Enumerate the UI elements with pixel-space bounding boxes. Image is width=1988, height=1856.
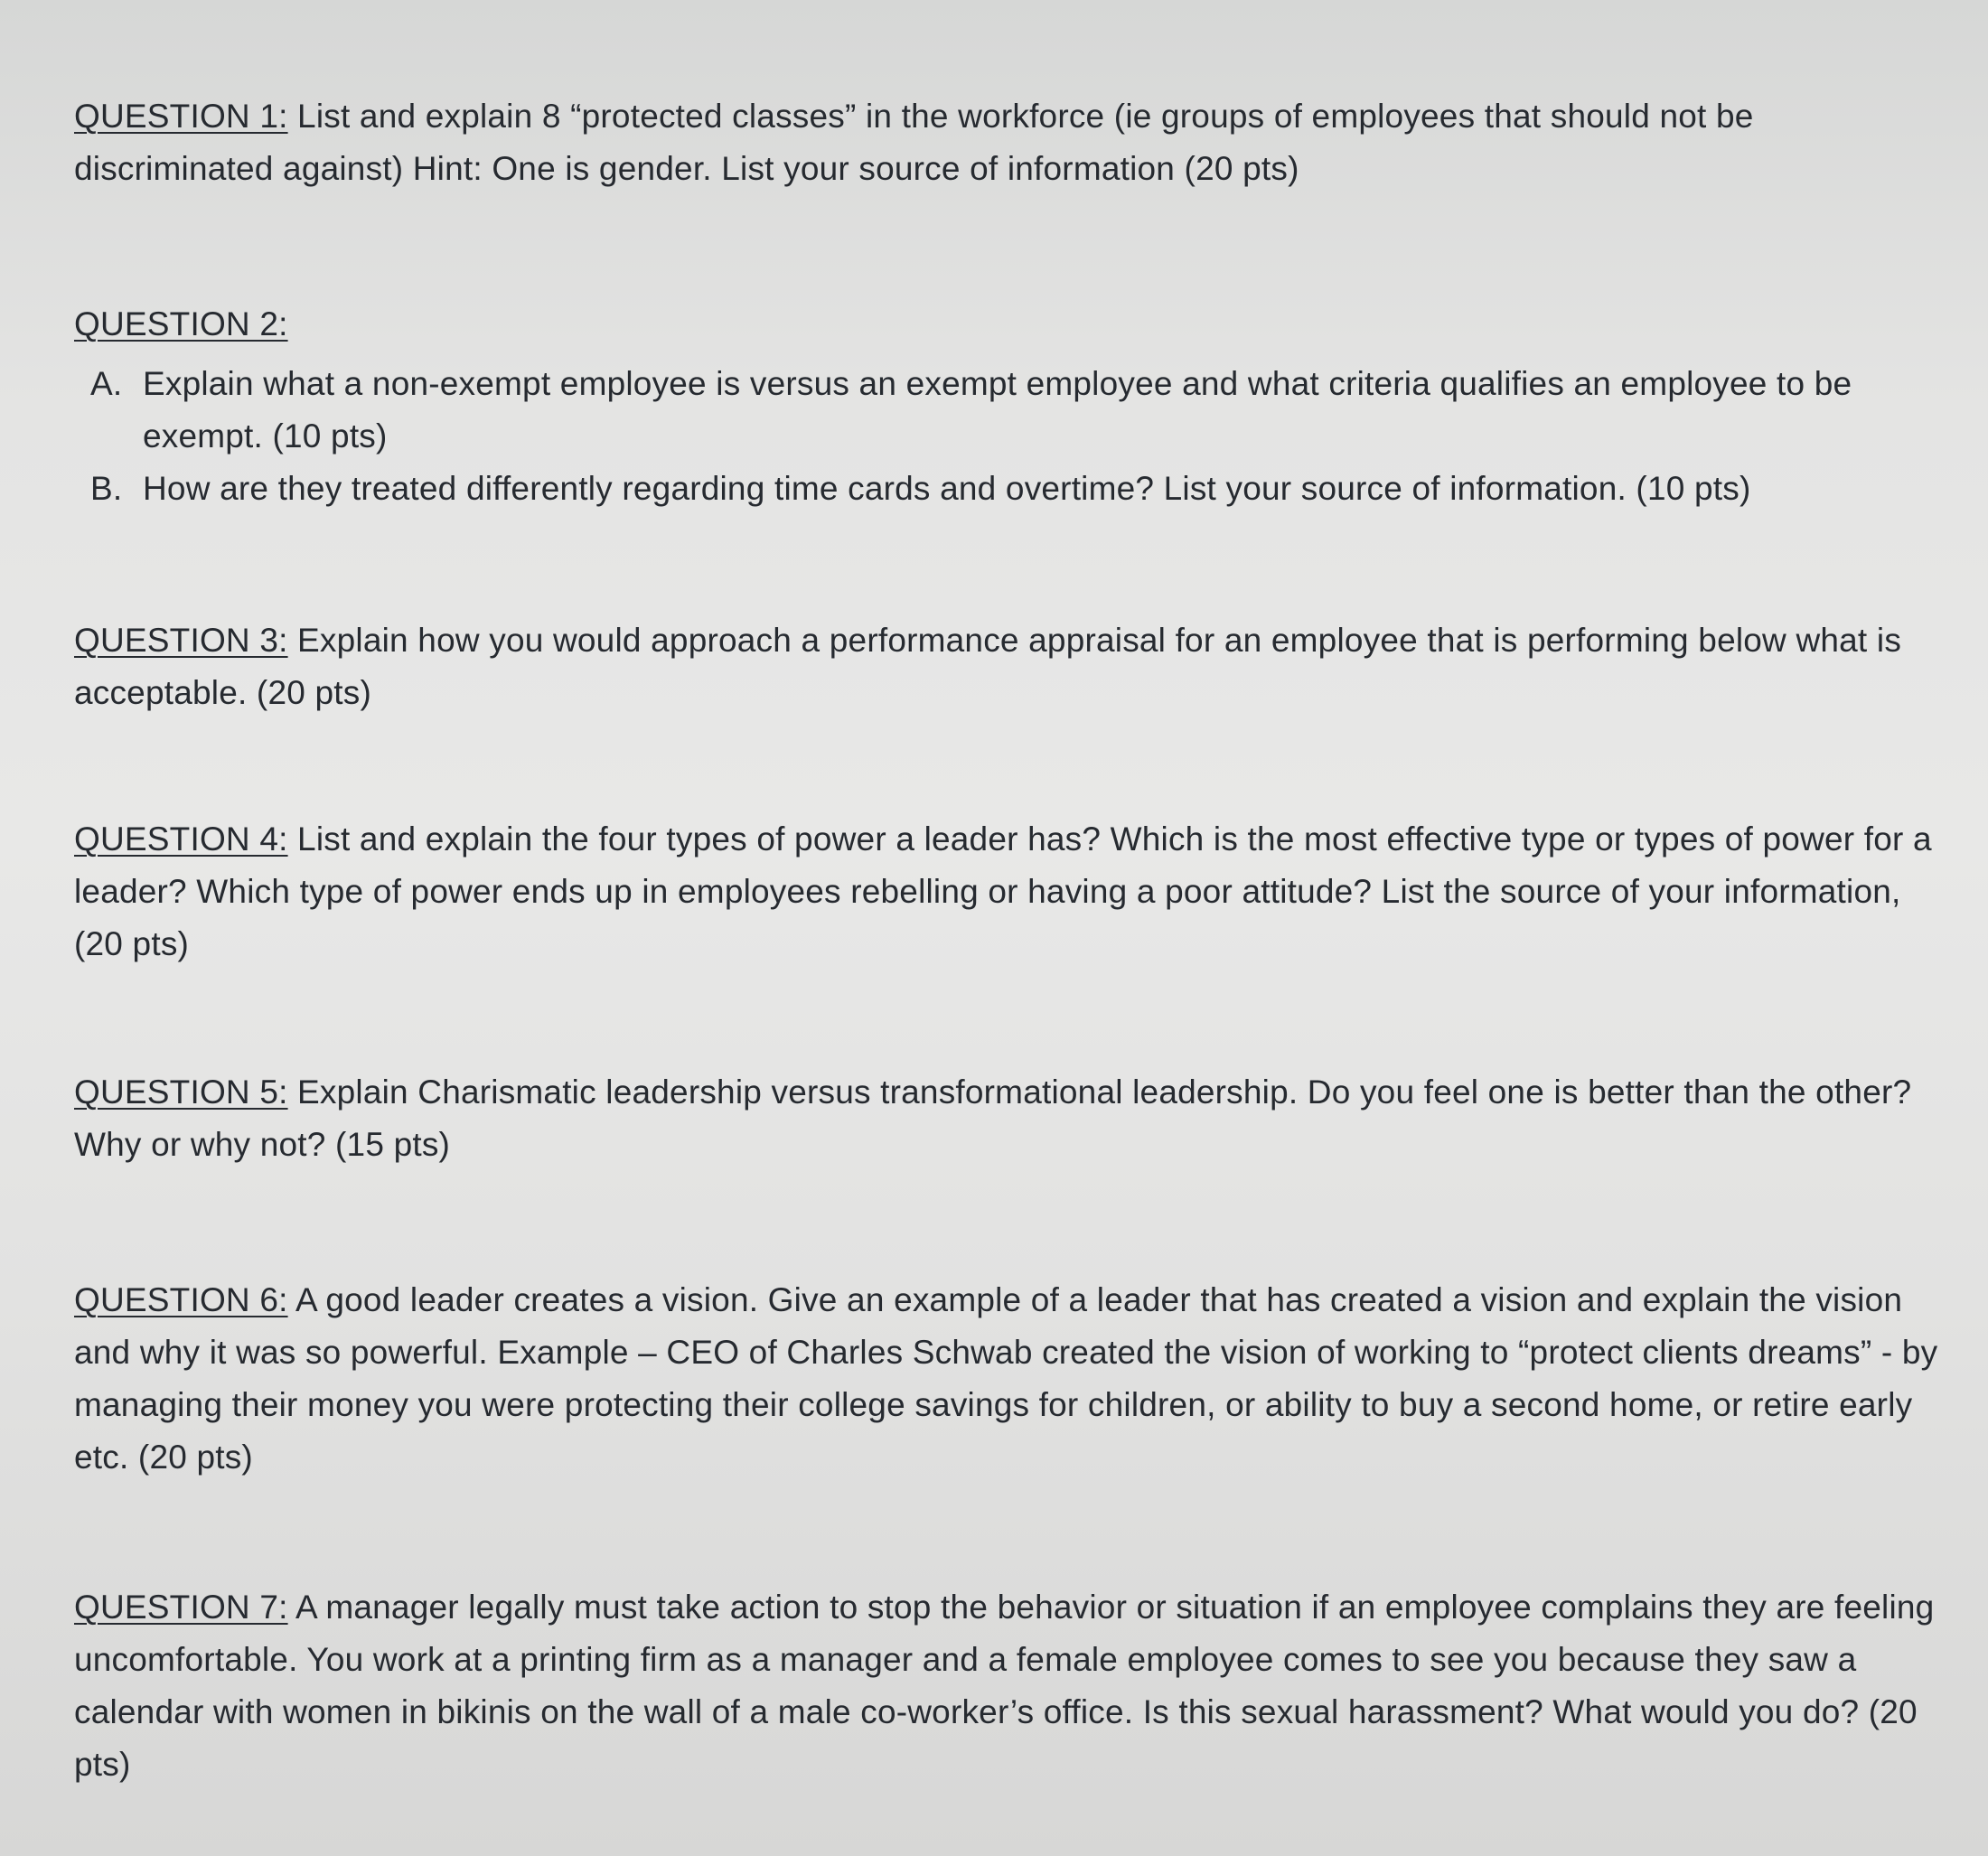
- question-label: QUESTION 2:: [74, 305, 288, 342]
- question-label: QUESTION 5:: [74, 1073, 288, 1111]
- question-label: QUESTION 7:: [74, 1589, 288, 1626]
- sub-question-marker: A.: [90, 365, 123, 402]
- question-5: [74, 1066, 1954, 1171]
- question-4: [74, 813, 1954, 970]
- question-label: QUESTION 4:: [74, 820, 288, 858]
- sub-question-b: [90, 463, 1954, 515]
- sub-question-list: [74, 358, 1954, 515]
- question-label: QUESTION 6:: [74, 1281, 288, 1318]
- question-text: List and explain the four types of power a leader has? Which is the most effective type or types of power for a leader? Which type of power ends up in employees rebelling or having a poor attitude? List the source of your information, (20 pts): [74, 820, 1932, 962]
- question-text: List and explain 8 “protected classes” in the workforce (ie groups of employees that should not be discriminated against) Hint: One is gender. List your source of information (20 pts): [74, 98, 1754, 187]
- sub-question-marker: B.: [90, 470, 123, 507]
- question-label: QUESTION 3:: [74, 622, 288, 659]
- question-2: [74, 298, 1954, 515]
- question-label: QUESTION 1:: [74, 98, 288, 135]
- question-3: [74, 614, 1954, 719]
- question-7: [74, 1581, 1954, 1791]
- question-6: [74, 1274, 1954, 1484]
- question-text: A manager legally must take action to stop the behavior or situation if an employee complains they are feeling uncomfortable. You work at a printing firm as a manager and a female employee comes to see you because they saw a calendar with women in bikinis on the wall of a male co-worker’s office. Is this sexual harassment? What would you do? (20 pts): [74, 1589, 1935, 1783]
- question-text: Explain Charismatic leadership versus transformational leadership. Do you feel one is better than the other? Why or why not? (15 pts): [74, 1073, 1912, 1163]
- question-1: [74, 90, 1881, 195]
- sub-question-text: Explain what a non-exempt employee is versus an exempt employee and what criteria qualifies an employee to be exempt. (10 pts): [143, 365, 1852, 455]
- sub-question-a: [90, 358, 1954, 463]
- question-text: Explain how you would approach a performance appraisal for an employee that is performing below what is acceptable. (20 pts): [74, 622, 1902, 711]
- question-text: A good leader creates a vision. Give an example of a leader that has created a vision and explain the vision and why it was so powerful. Example – CEO of Charles Schwab created the vision of working to “protect clients dreams” - by managing their money you were protecting their college savings for children, or ability to buy a second home, or retire early etc. (20 pts): [74, 1281, 1938, 1476]
- sub-question-text: How are they treated differently regarding time cards and overtime? List your source of information. (10 pts): [143, 470, 1751, 507]
